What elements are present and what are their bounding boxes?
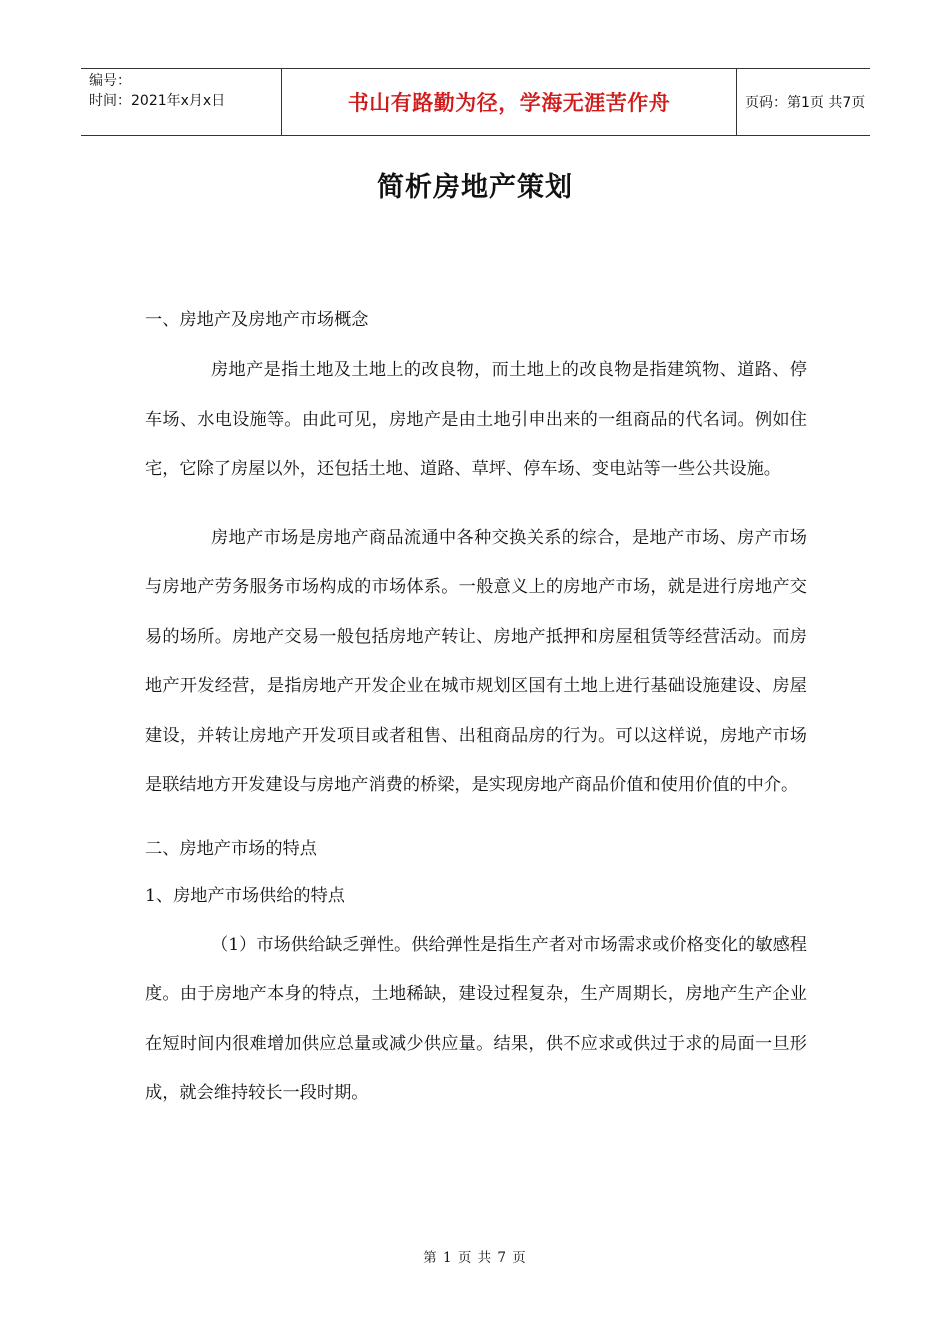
header-motto-cell [282,69,737,135]
document-title: 简析房地产策划 [377,172,573,203]
section-heading-1: 一、房地产及房地产市场概念 [145,310,369,330]
header-page-info: 页码：第1页 共7页 [745,95,866,111]
paragraph-real-estate-market: 房地产市场是房地产商品流通中各种交换关系的综合，是地产市场、房产市场与房地产劳务服务市场构成的市场体系。一般意义上的房地产市场，就是进行房地产交易的场所。房地产交易一般包括房地产转让、房地产抵押和房屋租赁等经营活动。而房地产开发经营，是指房地产开发企业在城市规划区国有土地上进行基础设施建设、房屋建设，并转让房地产开发项目或者租售、出租商品房的行为。可以这样说，房地产市场是联结地方开发建设与房地产消费的桥梁，是实现房地产商品价值和使用价值的中介。 [145,527,807,795]
document-number-label: 编号： [89,73,131,89]
page-footer: 第 1 页 共 7 页 [423,1250,527,1266]
document-body [145,300,807,1119]
paragraph-real-estate-definition: 房地产是指土地及土地上的改良物，而土地上的改良物是指建筑物、道路、停车场、水电设施等。由此可见，房地产是由土地引申出来的一组商品的代名词。例如住宅，它除了房屋以外，还包括土地、道路、草坪、停车场、变电站等一些公共设施。 [145,360,807,479]
header-page-cell [737,69,870,135]
section-heading-2: 二、房地产市场的特点 [145,838,317,859]
page-header-table [81,68,870,136]
document-date: 时间：2021年x月x日 [89,93,226,109]
header-left-cell [81,69,282,135]
subsection-heading-1: 1、房地产市场供给的特点 [145,885,345,906]
header-motto: 书山有路勤为径，学海无涯苦作舟 [347,91,671,115]
paragraph-supply-elasticity: （1）市场供给缺乏弹性。供给弹性是指生产者对市场需求或价格变化的敏感程度。由于房地产本身的特点，土地稀缺，建设过程复杂，生产周期长，房地产生产企业在短时间内很难增加供应总量或减少供应量。结果，供不应求或供过于求的局面一旦形成，就会维持较长一段时期。 [145,934,807,1103]
